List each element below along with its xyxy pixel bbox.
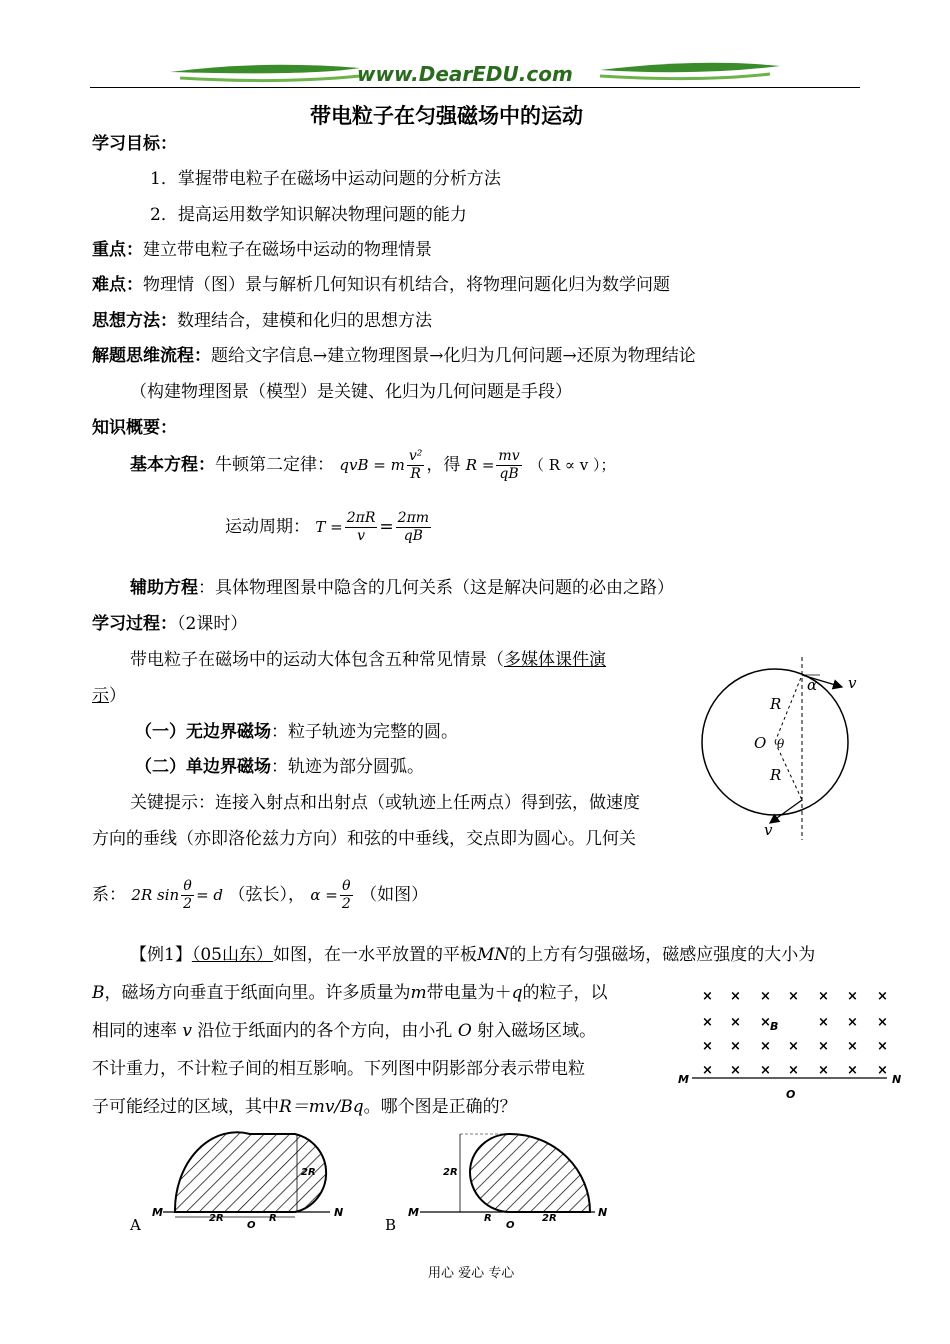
case-2: （二）单边界磁场：轨迹为部分圆弧。 — [135, 757, 424, 777]
geometry-relation: 系： 2R sin $\frac{\theta}{2}$ = d （弦长）， α = $\frac{\theta}{2}$ （如图） — [92, 878, 429, 912]
basic-equation-line: 基本方程：牛顿第二定律： qvB = m $\frac{\text{v²}}{R}$ ，得 R = $\frac{mv}{qB}$ （ R ∝ v ）； — [130, 448, 616, 482]
field-N: N — [892, 1073, 902, 1086]
multimedia-link[interactable]: 多媒体课件演 — [504, 650, 606, 670]
objective-item-1: 1．掌握带电粒子在磁场中运动问题的分析方法 — [150, 169, 501, 189]
field-cross: × — [730, 1039, 741, 1054]
circle-trajectory-figure — [690, 635, 880, 845]
field-cross: × — [818, 1063, 829, 1078]
field-cross: × — [702, 1063, 713, 1078]
example-line-1: 【例1】（05山东）如图，在一水平放置的平板MN的上方有匀强磁场，磁感应强度的大小为 — [130, 945, 816, 965]
field-cross: × — [877, 1063, 888, 1078]
field-cross: × — [877, 1039, 888, 1054]
field-cross: × — [760, 989, 771, 1004]
overview-label: 知识概要： — [92, 418, 177, 438]
objectives-label: 学习目标： — [92, 134, 177, 154]
process-heading: 学习过程：（2课时） — [92, 614, 248, 634]
field-cross: × — [847, 1015, 858, 1030]
footer-text: 用心 爱心 专心 — [428, 1266, 515, 1281]
multimedia-link-cont[interactable]: 示 — [92, 686, 109, 706]
period-fraction-2: $\frac{2\pi m}{qB}$ — [397, 510, 430, 544]
key-point: 重点：建立带电粒子在磁场中运动的物理情景 — [92, 240, 432, 260]
hint-line-2: 方向的垂线（亦即洛伦兹力方向）和弦的中垂线，交点即为圆心。几何关 — [92, 829, 636, 849]
optB-height: 2R — [443, 1167, 458, 1178]
option-a-figure[interactable] — [125, 1120, 355, 1235]
optB-O: O — [506, 1220, 515, 1231]
optB-M: M — [408, 1206, 419, 1219]
header-site-logo[interactable]: www.DearEDU.com — [357, 62, 573, 86]
option-b-label: B — [385, 1216, 397, 1234]
optA-R: R — [269, 1213, 277, 1224]
field-cross: × — [702, 1039, 713, 1054]
field-B: B — [770, 1020, 779, 1033]
flow-note: （构建物理图景（模型）是关键、化归为几何问题是手段） — [130, 382, 572, 402]
case-1: （一）无边界磁场：粒子轨迹为完整的圆。 — [135, 722, 458, 742]
optB-2R: 2R — [542, 1213, 557, 1224]
fig-R2: R — [770, 766, 782, 784]
hint-line-1: 关键提示：连接入射点和出射点（或轨迹上任两点）得到弦，做速度 — [130, 793, 640, 813]
example-line-4: 不计重力，不计粒子间的相互影响。下列图中阴影部分表示带电粒 — [92, 1059, 585, 1079]
fig-O: O — [754, 734, 767, 752]
field-cross: × — [760, 1039, 771, 1054]
optB-N: N — [598, 1206, 608, 1219]
field-cross: × — [730, 1063, 741, 1078]
eq2-fraction: $\frac{mv}{qB}$ — [498, 448, 520, 482]
fig-v-bottom: v — [764, 821, 773, 839]
optA-N: N — [334, 1206, 344, 1219]
field-crosses — [702, 989, 888, 1078]
fig-alpha: α — [807, 676, 818, 694]
process-line-1: 带电粒子在磁场中的运动大体包含五种常见情景（多媒体课件演 — [130, 650, 606, 670]
field-cross: × — [818, 989, 829, 1004]
field-cross: × — [760, 1015, 771, 1030]
optB-R: R — [484, 1213, 492, 1224]
field-cross: × — [847, 989, 858, 1004]
eq1-fraction: $\frac{\text{v²}}{R}$ — [408, 448, 423, 482]
field-cross: × — [702, 989, 713, 1004]
objective-item-2: 2．提高运用数学知识解决物理问题的能力 — [150, 205, 467, 225]
field-O: O — [786, 1088, 796, 1101]
option-a-label: A — [130, 1216, 141, 1234]
period-fraction-1: $\frac{2\pi R}{v}$ — [346, 510, 376, 544]
field-cross: × — [702, 1015, 713, 1030]
field-cross: × — [788, 989, 799, 1004]
process-line-2: 示） — [92, 686, 126, 706]
rel-fraction-2: $\frac{\theta}{2}$ — [341, 878, 351, 912]
field-cross: × — [788, 1039, 799, 1054]
example-line-5: 子可能经过的区域，其中R＝mv/Bq。哪个图是正确的？ — [92, 1097, 517, 1117]
header-rule — [90, 87, 860, 88]
period-equation-line: 运动周期： T = $\frac{2\pi R}{v}$ = $\frac{2\pi m}{qB}$ — [225, 510, 430, 544]
field-cross: × — [818, 1015, 829, 1030]
optA-2R: 2R — [209, 1213, 224, 1224]
fig-R1: R — [770, 695, 782, 713]
optA-M: M — [152, 1206, 163, 1219]
field-cross: × — [730, 1015, 741, 1030]
flow-point: 解题思维流程：题给文字信息→建立物理图景→化归为几何问题→还原为物理结论 — [92, 346, 696, 366]
aux-equation: 辅助方程：具体物理图景中隐含的几何关系（这是解决问题的必由之路） — [130, 578, 674, 598]
field-cross: × — [730, 989, 741, 1004]
optA-height: 2R — [301, 1167, 316, 1178]
optA-O: O — [247, 1220, 256, 1231]
field-cross: × — [847, 1039, 858, 1054]
method-point: 思想方法：数理结合，建模和化归的思想方法 — [92, 311, 432, 331]
rel-fraction-1: $\frac{\theta}{2}$ — [183, 878, 193, 912]
option-b-figure[interactable] — [380, 1120, 610, 1235]
fig-theta: θ — [777, 737, 785, 751]
example-line-3: 相同的速率 v 沿位于纸面内的各个方向，由小孔 O 射入磁场区域。 — [92, 1021, 597, 1041]
page-title: 带电粒子在匀强磁场中的运动 — [310, 104, 583, 128]
field-M: M — [678, 1073, 689, 1086]
field-cross: × — [788, 1063, 799, 1078]
magnetic-field-figure — [672, 988, 912, 1103]
difficulty-point: 难点：物理情（图）景与解析几何知识有机结合，将物理问题化归为数学问题 — [92, 275, 670, 295]
field-cross: × — [877, 989, 888, 1004]
field-cross: × — [760, 1063, 771, 1078]
example-line-2: B，磁场方向垂直于纸面向里。许多质量为m带电量为＋q的粒子，以 — [92, 983, 608, 1003]
field-cross: × — [877, 1015, 888, 1030]
field-cross: × — [818, 1039, 829, 1054]
field-cross: × — [847, 1063, 858, 1078]
fig-v-top: v — [848, 674, 857, 692]
